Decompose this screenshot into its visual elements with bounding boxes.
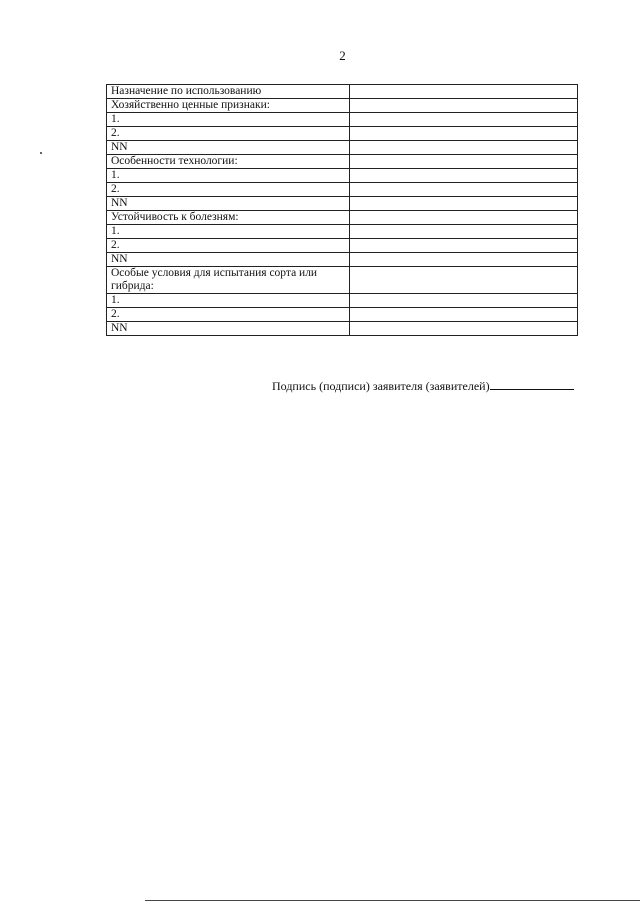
row-value-item[interactable] [350, 225, 578, 239]
row-label-special-conditions: Особые условия для испытания сорта или гибрида: [107, 267, 350, 294]
page-number: 2 [339, 48, 346, 63]
table-row [107, 169, 578, 183]
table-row [107, 155, 578, 169]
table-row [107, 99, 578, 113]
row-value-item[interactable] [350, 197, 578, 211]
row-value-item[interactable] [350, 183, 578, 197]
row-value-item[interactable] [350, 113, 578, 127]
signature-label: Подпись (подписи) заявителя (заявителей) [272, 379, 490, 393]
table-row [107, 85, 578, 99]
row-value-item[interactable] [350, 127, 578, 141]
row-label-economic-traits: Хозяйственно ценные признаки: [107, 99, 350, 113]
table-row [107, 225, 578, 239]
row-value-special-conditions[interactable] [350, 267, 578, 294]
table-row [107, 113, 578, 127]
scan-bottom-edge [145, 900, 640, 901]
row-value-item[interactable] [350, 141, 578, 155]
scan-speck [40, 152, 42, 154]
row-label-purpose: Назначение по использованию [107, 85, 350, 99]
row-label-item: 1. [107, 225, 350, 239]
row-label-item: 1. [107, 169, 350, 183]
row-label-item: NN [107, 253, 350, 267]
table-row [107, 267, 578, 294]
row-label-item: NN [107, 322, 350, 336]
table-row [107, 183, 578, 197]
row-label-item: 2. [107, 183, 350, 197]
signature-line[interactable] [490, 378, 574, 390]
row-label-item: 1. [107, 294, 350, 308]
row-value-item[interactable] [350, 308, 578, 322]
row-label-item: NN [107, 141, 350, 155]
row-value-economic-traits[interactable] [350, 99, 578, 113]
row-value-item[interactable] [350, 294, 578, 308]
row-label-technology: Особенности технологии: [107, 155, 350, 169]
table-row [107, 211, 578, 225]
row-label-item: 2. [107, 308, 350, 322]
table-row [107, 197, 578, 211]
row-label-item: 1. [107, 113, 350, 127]
row-label-disease-resistance: Устойчивость к болезням: [107, 211, 350, 225]
row-label-item: NN [107, 197, 350, 211]
row-value-item[interactable] [350, 239, 578, 253]
table-row [107, 322, 578, 336]
table-row [107, 308, 578, 322]
table-row [107, 253, 578, 267]
table-row [107, 141, 578, 155]
variety-characteristics-table [106, 84, 578, 336]
signature-block [272, 378, 574, 394]
row-value-item[interactable] [350, 253, 578, 267]
table-row [107, 294, 578, 308]
row-value-purpose[interactable] [350, 85, 578, 99]
row-value-item[interactable] [350, 322, 578, 336]
row-value-disease-resistance[interactable] [350, 211, 578, 225]
table-row [107, 239, 578, 253]
row-value-item[interactable] [350, 169, 578, 183]
row-label-item: 2. [107, 127, 350, 141]
row-value-technology[interactable] [350, 155, 578, 169]
row-label-item: 2. [107, 239, 350, 253]
table-row [107, 127, 578, 141]
